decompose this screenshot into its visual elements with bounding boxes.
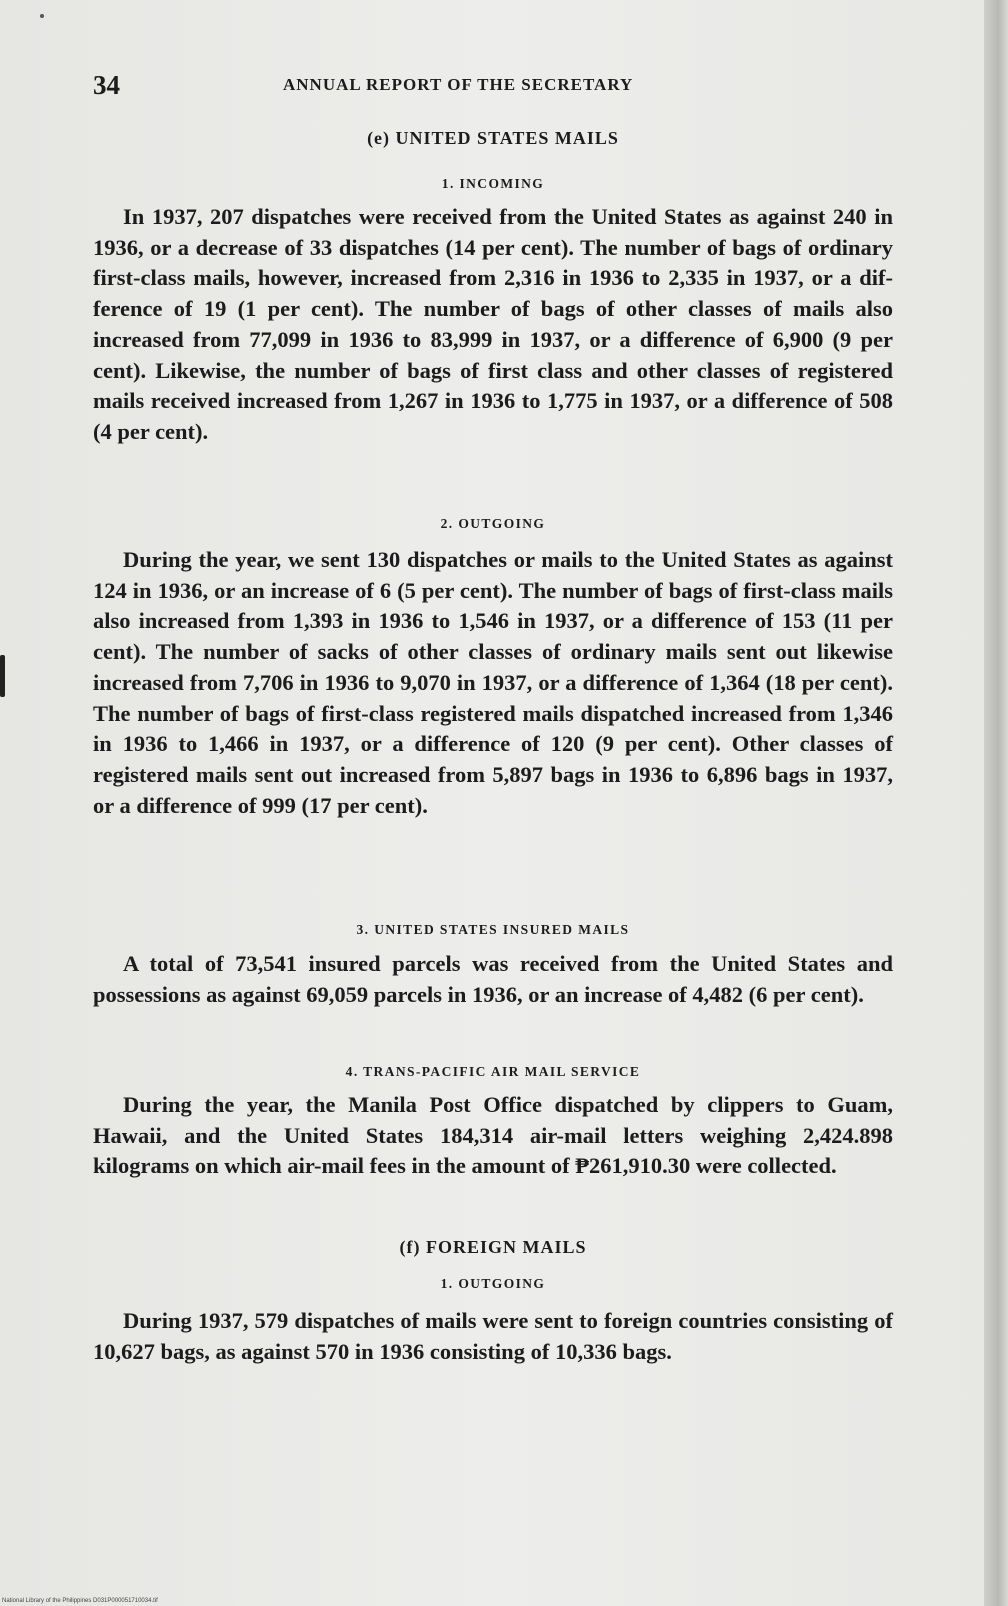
section-e1-title: 1. INCOMING — [441, 176, 545, 191]
section-f1-paragraph: During 1937, 579 dispatches of mails were sent to foreign countries consisting of 10,627 bags, as against 570 in 1936 consisting of 10,336 bags. — [93, 1308, 893, 1364]
section-e-title: (e) UNITED STATES MAILS — [367, 128, 619, 148]
scan-credit: National Library of the Philippines D031P000051710034.tif — [2, 1598, 158, 1604]
speck-mark — [40, 14, 44, 18]
page-number: 34 — [93, 70, 120, 100]
section-f1-title: 1. OUTGOING — [440, 1276, 546, 1291]
page-header — [93, 70, 893, 110]
section-e2-title: 2. OUTGOING — [440, 516, 546, 531]
section-e4-paragraph: During the year, the Manila Post Office dispatched by clippers to Guam, Hawaii, and the United States 184,314 air-mail letters weighing 2,424.898 kilograms on which air-mail fees in the amount of ₱261,910.30 were collected. — [93, 1092, 893, 1179]
page-edge-shadow — [984, 0, 1008, 1606]
section-e3-title: 3. UNITED STATES INSURED MAILS — [356, 922, 630, 937]
section-e2-paragraph: During the year, we sent 130 dispatches or mails to the United States as against 124 in 1936, or an increase of 6 (5 per cent). The number of bags of first-class mails also increased from 1,393 in 1936 to 1,546 in 1937, or a difference of 153 (11 per cent). The number of sacks of other classes of ordinary mails sent out likewise increased from 7,706 in 1936 to 9,070 in 1937, or a difference of 1,364 (18 per cent). The number of bags of first-class registered mails dispatched increased from 1,346 in 1936 to 1,466 in 1937, or a difference of 120 (9 per cent). Other classes of registered mails sent out increased from 5,897 bags in 1936 to 6,896 bags in 1937, or a difference of 999 (17 per cent). — [93, 547, 893, 818]
section-e1-paragraph: In 1937, 207 dispatches were received from the United States as against 240 in 1936, or a decrease of 33 dispatches (14 per cent). The number of bags of ordinary first-class mails, however, increased from 2,316 in 1936 to 2,335 in 1937, or a difference of 19 (1 per cent). The number of bags of other classes of mails also increased from 77,099 in 1936 to 83,999 in 1937, or a difference of 6,900 (9 per cent). Likewise, the number of bags of first class and other classes of registered mails received increased from 1,267 in 1936 to 1,775 in 1937, or a difference of 508 (4 per cent). — [93, 204, 893, 444]
running-title: ANNUAL REPORT OF THE SECRETARY — [283, 75, 634, 94]
section-e3-paragraph: A total of 73,541 insured parcels was received from the United States and possessions as against 69,059 parcels in 1936, or an increase of 4,482 (6 per cent). — [93, 951, 893, 1007]
section-e4-title: 4. TRANS-PACIFIC AIR MAIL SERVICE — [345, 1064, 641, 1079]
section-f-title: (f) FOREIGN MAILS — [399, 1237, 587, 1257]
binding-mark — [0, 655, 5, 697]
